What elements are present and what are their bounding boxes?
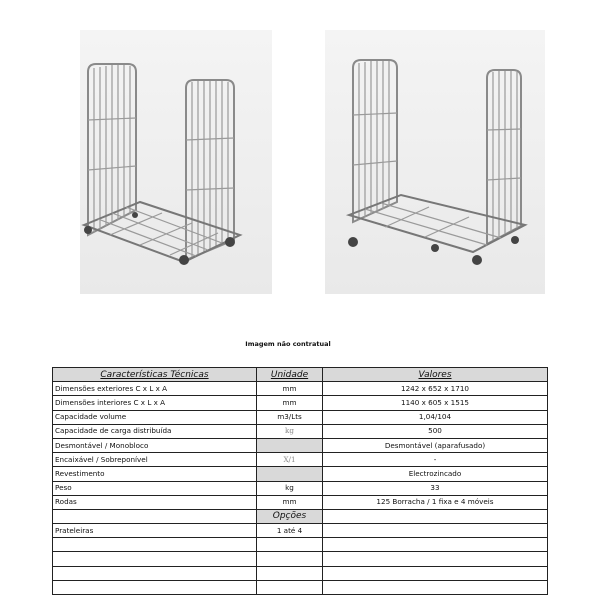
option-label (53, 552, 257, 566)
table-row (53, 524, 548, 538)
row-label: Dimensões interiores C x L x A (53, 396, 257, 410)
option-unit (257, 552, 323, 566)
row-value: 1242 x 652 x 1710 (323, 382, 548, 396)
row-label: Capacidade de carga distribuída (53, 424, 257, 438)
row-unit: mm (257, 382, 323, 396)
option-unit (257, 538, 323, 552)
row-value: Desmontável (aparafusado) (323, 438, 548, 452)
option-label (53, 566, 257, 580)
row-unit (257, 438, 323, 452)
table-row (53, 495, 548, 509)
row-unit: kg (257, 481, 323, 495)
image-disclaimer: Imagem não contratual (245, 340, 331, 348)
spec-header-row (53, 368, 548, 382)
row-label: Peso (53, 481, 257, 495)
row-value: - (323, 453, 548, 467)
option-value (323, 566, 548, 580)
row-unit: mm (257, 396, 323, 410)
table-row (53, 410, 548, 424)
row-label: Capacidade volume (53, 410, 257, 424)
option-unit: 1 até 4 (257, 524, 323, 538)
option-value (323, 552, 548, 566)
table-row (53, 566, 548, 580)
table-row (53, 467, 548, 481)
option-label (53, 538, 257, 552)
row-label: Desmontável / Monobloco (53, 438, 257, 452)
row-unit: m3/Lts (257, 410, 323, 424)
row-value: 500 (323, 424, 548, 438)
option-label: Prateleiras (53, 524, 257, 538)
product-photo-angle (325, 30, 545, 294)
row-label: Revestimento (53, 467, 257, 481)
option-unit (257, 580, 323, 594)
table-row (53, 453, 548, 467)
table-row (53, 538, 548, 552)
row-value: Electrozincado (323, 467, 548, 481)
option-value (323, 524, 548, 538)
row-value: 33 (323, 481, 548, 495)
roll-container-illustration-left (80, 30, 272, 294)
option-value (323, 538, 548, 552)
options-header: Opções (257, 509, 323, 523)
options-header-blank-right (323, 509, 548, 523)
table-row (53, 438, 548, 452)
options-header-row (53, 509, 548, 523)
row-value: 1,04/104 (323, 410, 548, 424)
option-label (53, 580, 257, 594)
table-row (53, 382, 548, 396)
row-value: 125 Borracha / 1 fixa e 4 móveis (323, 495, 548, 509)
option-unit (257, 566, 323, 580)
table-row (53, 580, 548, 594)
product-photo-front (80, 30, 272, 294)
table-row (53, 481, 548, 495)
table-row (53, 552, 548, 566)
header-unit: Unidade (257, 368, 323, 382)
roll-container-illustration-right (325, 30, 545, 294)
options-header-blank-left (53, 509, 257, 523)
row-unit: X/1 (257, 453, 323, 467)
header-values: Valores (323, 368, 548, 382)
row-unit: mm (257, 495, 323, 509)
row-value: 1140 x 605 x 1515 (323, 396, 548, 410)
option-value (323, 580, 548, 594)
row-label: Rodas (53, 495, 257, 509)
row-label: Encaixável / Sobreponível (53, 453, 257, 467)
header-characteristics: Características Técnicas (53, 368, 257, 382)
row-label: Dimensões exteriores C x L x A (53, 382, 257, 396)
technical-spec-table (52, 367, 548, 595)
table-row (53, 396, 548, 410)
table-row (53, 424, 548, 438)
row-unit (257, 467, 323, 481)
row-unit: kg (257, 424, 323, 438)
